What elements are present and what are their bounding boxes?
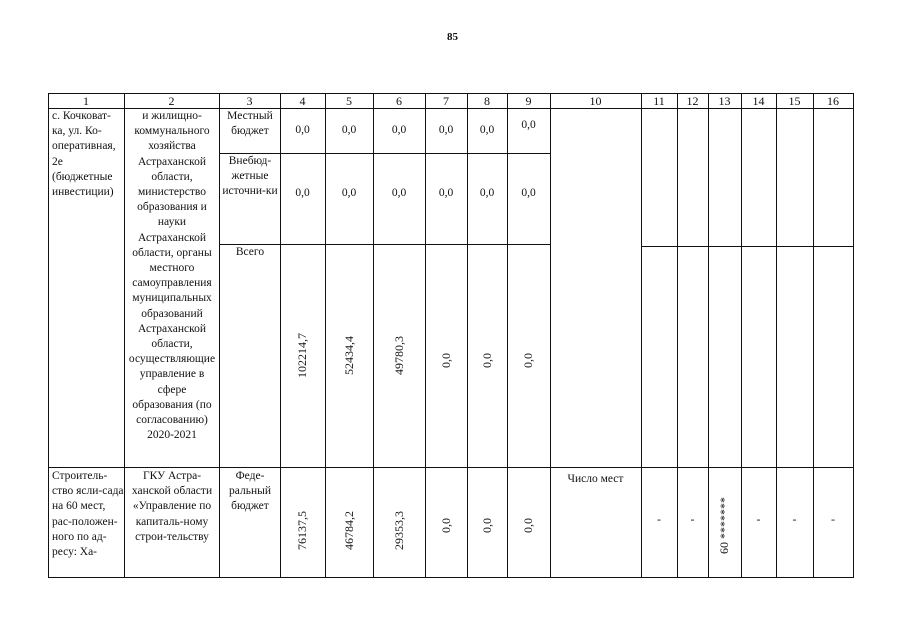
column-header-10: 10 bbox=[589, 94, 602, 108]
local-value-col9: 0,0 bbox=[521, 118, 536, 131]
total-value-col8-text: 0,0 bbox=[479, 352, 494, 368]
year-value-col15: - bbox=[792, 512, 797, 527]
extra-value-col8: 0,0 bbox=[479, 186, 495, 199]
total-value-col5 bbox=[325, 300, 373, 410]
year-value-col12: - bbox=[690, 512, 695, 527]
total-value-col7 bbox=[425, 330, 467, 390]
column-header-16: 16 bbox=[827, 94, 839, 108]
federal-value-col7-text: 0,0 bbox=[438, 517, 453, 533]
column-header-2: 2 bbox=[168, 94, 175, 108]
year-value-col14: - bbox=[756, 512, 761, 527]
total-value-col9 bbox=[507, 330, 550, 390]
total-value-col6 bbox=[373, 300, 425, 410]
object-name-cell: с. Кочковат-ка, ул. Ко-оперативная, 2е (бюджетные инвестиции) bbox=[52, 110, 116, 199]
year-value-col13-text: 60 ******* bbox=[717, 496, 731, 554]
column-header-7: 7 bbox=[443, 94, 449, 108]
object-name-cell-2: Строитель-ство ясли-сада на 60 мест, рас-положен-ного по ад-ресу: Ха- bbox=[52, 470, 124, 559]
federal-value-col7 bbox=[425, 495, 467, 555]
column-header-6: 6 bbox=[396, 94, 402, 108]
local-value-col6: 0,0 bbox=[391, 123, 407, 136]
extra-value-col5: 0,0 bbox=[341, 186, 357, 199]
extra-value-col7: 0,0 bbox=[438, 186, 454, 199]
total-value-col4 bbox=[280, 300, 325, 410]
federal-value-col9 bbox=[507, 495, 550, 555]
federal-value-col4 bbox=[280, 490, 325, 570]
total-value-col7-text: 0,0 bbox=[438, 352, 453, 368]
local-value-col7: 0,0 bbox=[438, 123, 454, 136]
funding-source-extrabudgetary: Внебюд-жетные источни-ки bbox=[222, 155, 278, 198]
extra-value-col6: 0,0 bbox=[391, 186, 407, 199]
column-header-9: 9 bbox=[525, 94, 532, 108]
column-header-1: 1 bbox=[83, 94, 89, 108]
column-header-12: 12 bbox=[686, 94, 699, 108]
column-header-8: 8 bbox=[484, 94, 490, 108]
year-value-col11: - bbox=[657, 512, 661, 527]
funding-source-local: Местный бюджет bbox=[227, 110, 273, 138]
total-value-col9-text: 0,0 bbox=[521, 352, 535, 368]
local-value-col8: 0,0 bbox=[479, 123, 495, 136]
column-header-5: 5 bbox=[346, 94, 352, 108]
federal-value-col6-text: 29353,3 bbox=[391, 510, 406, 550]
federal-value-col9-text: 0,0 bbox=[521, 517, 535, 533]
total-value-col5-text: 52434,4 bbox=[341, 335, 356, 375]
federal-value-col5 bbox=[325, 490, 373, 570]
executor-cell: и жилищно-коммунального хозяйства Астраханской области, министерство образования и науки Астраханской области, органы местного самоуправления муниципальных образований Астраханской области, осуществляющие управление в сфере образования (по согласованию) 2020-2021 bbox=[128, 110, 216, 442]
year-value-col16: - bbox=[831, 512, 835, 527]
federal-value-col8 bbox=[467, 495, 507, 555]
column-header-14: 14 bbox=[752, 94, 765, 108]
column-header-4: 4 bbox=[299, 94, 306, 108]
total-value-col4-text: 102214,7 bbox=[295, 332, 309, 378]
federal-value-col6 bbox=[373, 490, 425, 570]
total-value-col6-text: 49780,3 bbox=[391, 335, 406, 375]
column-header-13: 13 bbox=[718, 94, 731, 108]
year-value-col13 bbox=[708, 480, 741, 570]
page-number: 85 bbox=[447, 31, 458, 43]
federal-value-col4-text: 76137,5 bbox=[295, 510, 309, 550]
total-value-col8 bbox=[467, 330, 507, 390]
federal-value-col5-text: 46784,2 bbox=[341, 510, 356, 550]
extra-value-col9: 0,0 bbox=[521, 186, 536, 199]
indicator-cell: Число мест bbox=[567, 473, 624, 485]
executor-cell-2: ГКУ Астра-ханской области «Управление по капиталь-ному строи-тельству bbox=[131, 470, 213, 543]
extra-value-col4: 0,0 bbox=[295, 186, 310, 199]
column-header-15: 15 bbox=[788, 94, 801, 108]
local-value-col4: 0,0 bbox=[295, 123, 310, 136]
funding-source-total: Всего bbox=[235, 246, 265, 258]
column-header-11: 11 bbox=[653, 94, 665, 108]
funding-source-federal: Феде-ральный бюджет bbox=[229, 470, 271, 513]
local-value-col5: 0,0 bbox=[341, 123, 357, 136]
column-header-3: 3 bbox=[246, 94, 253, 108]
federal-value-col8-text: 0,0 bbox=[479, 517, 494, 533]
